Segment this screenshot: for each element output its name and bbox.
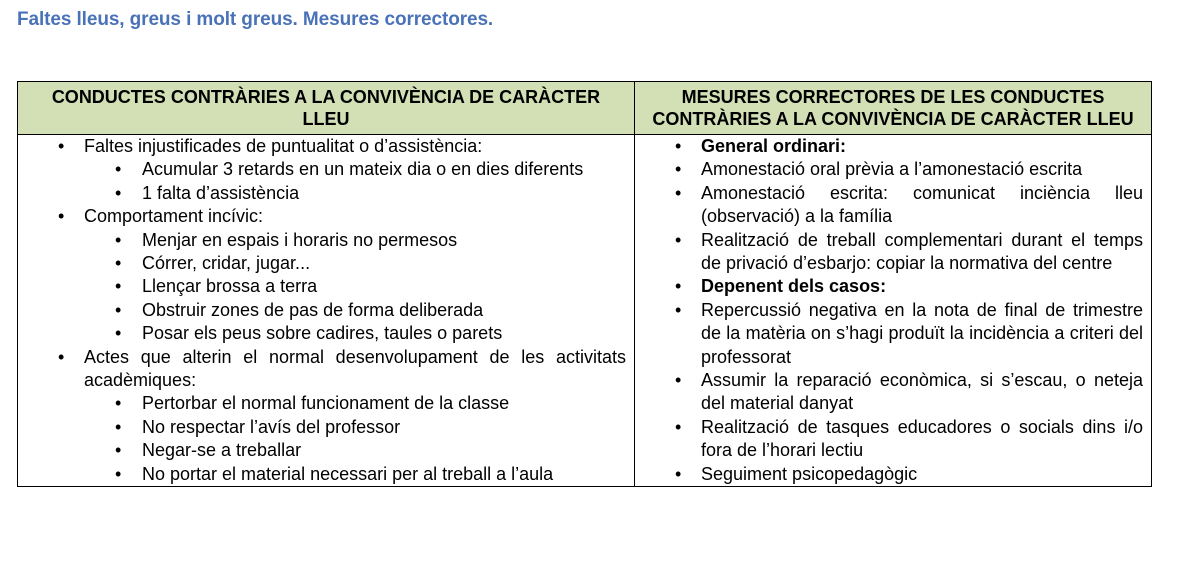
mesures-cell	[635, 135, 1152, 487]
sub-list-item	[84, 439, 626, 462]
bullet-icon: •	[675, 370, 682, 391]
sub-item-label: 1 falta d’assistència	[142, 182, 300, 203]
bullet-icon: •	[115, 276, 122, 297]
list-item-label: General ordinari:	[701, 136, 847, 156]
table-body-row	[18, 135, 1152, 487]
bullet-icon: •	[115, 393, 122, 414]
sub-item-label: Negar-se a treballar	[142, 440, 302, 461]
sub-item-label: Córrer, cridar, jugar...	[142, 253, 311, 274]
mesures-list	[635, 135, 1151, 486]
sub-item-label: Pertorbar el normal funcionament de la classe	[142, 393, 510, 414]
sub-list-item	[84, 182, 626, 205]
bullet-icon: •	[115, 416, 122, 437]
sub-list-item	[84, 416, 626, 439]
bullet-icon: •	[675, 182, 682, 203]
bullet-icon: •	[115, 323, 122, 344]
sub-item-label: No respectar l’avís del professor	[142, 416, 401, 437]
bullet-icon: •	[115, 229, 122, 250]
bullet-icon: •	[58, 346, 65, 367]
sub-list	[84, 229, 626, 346]
list-item	[635, 275, 1151, 298]
bullet-icon: •	[115, 159, 122, 180]
sub-list-item	[84, 158, 626, 181]
sub-item-label: Menjar en espais i horaris no permesos	[142, 229, 458, 250]
bullet-icon: •	[115, 253, 122, 274]
list-item	[635, 463, 1151, 486]
list-item-label: Depenent dels casos:	[701, 276, 887, 297]
sub-item-label: Posar els peus sobre cadires, taules o parets	[142, 323, 503, 344]
list-item	[635, 135, 1151, 158]
list-item	[635, 182, 1151, 229]
sub-item-label: Llençar brossa a terra	[142, 276, 318, 297]
sub-list-item	[84, 322, 626, 345]
sub-list-item	[84, 463, 626, 486]
list-item-label: Seguiment psicopedagògic	[701, 463, 918, 484]
list-item-label: Actes que alterin el normal desenvolupament de les activitats acadèmiques:	[84, 346, 626, 391]
list-item-label: Repercussió negativa en la nota de final de trimestre de la matèria on s’hagi produït la incidència a criteri del professorat	[701, 299, 1143, 367]
header-mesures: MESURES CORRECTORES DE LES CONDUCTES CONTRÀRIES A LA CONVIVÈNCIA DE CARÀCTER LLEU	[635, 82, 1152, 135]
list-item-label: Assumir la reparació econòmica, si s’escau, o neteja del material danyat	[701, 370, 1143, 414]
list-item	[635, 158, 1151, 181]
table-header-row	[18, 82, 1152, 135]
bullet-icon: •	[58, 206, 65, 227]
bullet-icon: •	[675, 299, 682, 320]
sub-item-label: Acumular 3 retards en un mateix dia o en dies diferents	[142, 159, 584, 180]
sub-list-item	[84, 299, 626, 322]
bullet-icon: •	[675, 229, 682, 250]
header-conductes: CONDUCTES CONTRÀRIES A LA CONVIVÈNCIA DE CARÀCTER LLEU	[18, 82, 635, 135]
list-item-label: Faltes injustificades de puntualitat o d’assistència:	[84, 136, 483, 156]
conduct-table	[17, 81, 1152, 487]
list-item	[635, 229, 1151, 276]
bullet-icon: •	[675, 136, 682, 156]
sub-list-item	[84, 275, 626, 298]
bullet-icon: •	[115, 463, 122, 484]
sub-list	[84, 158, 626, 205]
sub-item-label: Obstruir zones de pas de forma deliberada	[142, 299, 484, 320]
bullet-icon: •	[675, 276, 682, 297]
sub-list-item	[84, 229, 626, 252]
sub-item-label: No portar el material necessari per al treball a l’aula	[142, 463, 554, 484]
list-item-label: Realització de tasques educadores o socials dins i/o fora de l’horari lectiu	[701, 416, 1143, 461]
sub-list-item	[84, 392, 626, 415]
list-item-label: Amonestació escrita: comunicat inciència lleu (observació) a la família	[701, 182, 1143, 227]
list-item	[635, 416, 1151, 463]
bullet-icon: •	[675, 463, 682, 484]
bullet-icon: •	[115, 182, 122, 203]
conductes-list	[18, 135, 634, 486]
list-item-label: Amonestació oral prèvia a l’amonestació escrita	[701, 159, 1083, 180]
list-item	[18, 346, 634, 486]
bullet-icon: •	[675, 159, 682, 180]
list-item	[635, 369, 1151, 416]
list-item	[18, 135, 634, 205]
list-item-label: Realització de treball complementari durant el temps de privació d’esbarjo: copiar la normativa del centre	[701, 229, 1143, 274]
bullet-icon: •	[675, 416, 682, 437]
page-title: Faltes lleus, greus i molt greus. Mesures correctores.	[17, 9, 494, 30]
list-item	[635, 299, 1151, 369]
sub-list	[84, 392, 626, 486]
list-item-label: Comportament incívic:	[84, 206, 264, 227]
bullet-icon: •	[115, 299, 122, 320]
bullet-icon: •	[115, 440, 122, 461]
conductes-cell	[18, 135, 635, 487]
list-item	[18, 205, 634, 345]
bullet-icon: •	[58, 136, 65, 156]
sub-list-item	[84, 252, 626, 275]
